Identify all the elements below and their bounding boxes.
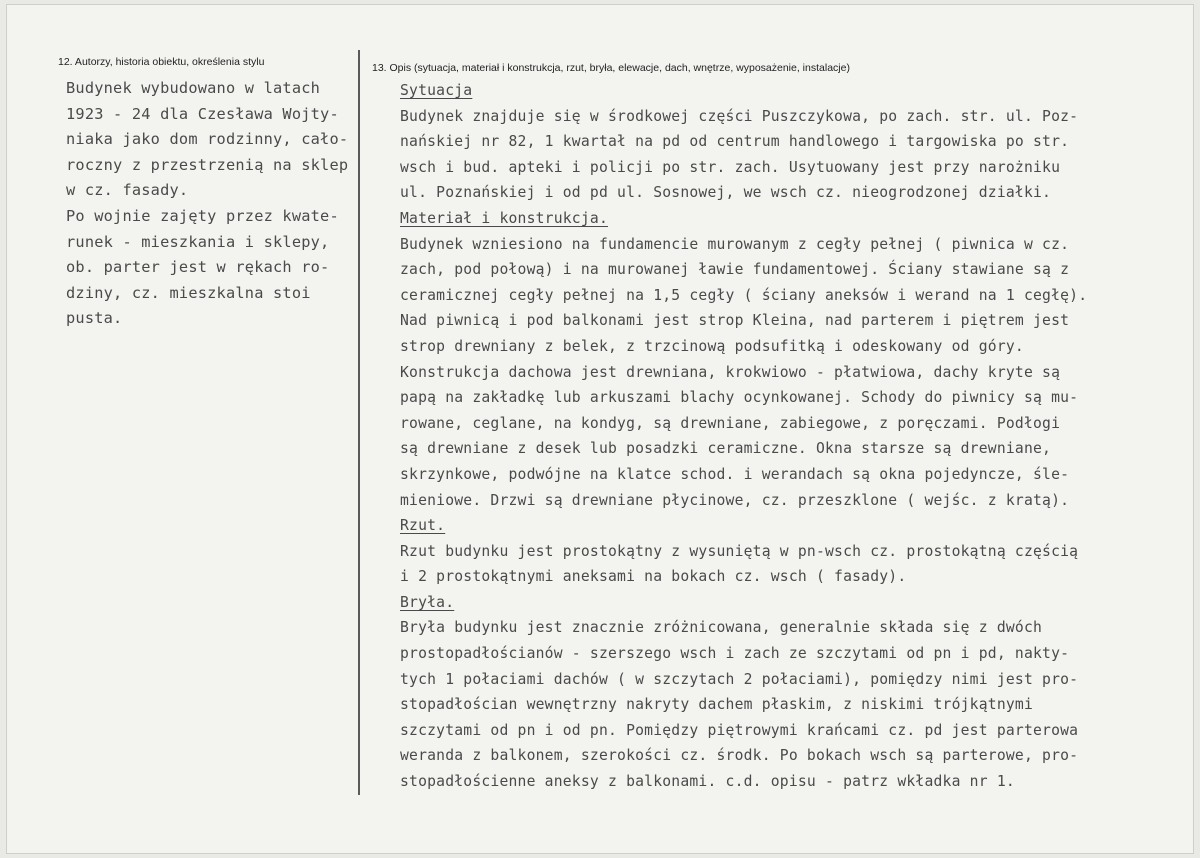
text-line: stopadłościenne aneksy z balkonami. c.d. opisu - patrz wkładka nr 1.: [400, 773, 1015, 791]
text-line: Budynek wzniesiono na fundamencie murowanym z cegły pełnej ( piwnica w cz.: [400, 235, 1070, 253]
description-text: [400, 78, 1087, 795]
text-line: tych 1 połaciami dachów ( w szczytach 2 połaciami), pomiędzy nimi jest pro-: [400, 670, 1079, 688]
text-line: Po wojnie zajęty przez kwate-: [66, 206, 339, 225]
text-line: dziny, cz. mieszkalna stoi: [66, 283, 311, 302]
text-line: nańskiej nr 82, 1 kwartał na pd od centrum handlowego i targowiska po str.: [400, 133, 1070, 151]
text-line: papą na zakładkę lub arkuszami blachy ocynkowanej. Schody do piwnicy są mu-: [400, 389, 1079, 407]
text-line: Budynek wybudowano w latach: [66, 79, 321, 97]
text-line: w cz. fasady.: [66, 181, 189, 200]
section-12-header: 12. Autorzy, historia obiektu, określenia stylu: [58, 56, 265, 68]
section-heading: [400, 78, 1087, 104]
text-line: Rzut budynku jest prostokątny z wysuniętą w pn-wsch cz. prostokątną częścią: [400, 542, 1079, 560]
section-heading-text: Bryła.: [400, 593, 455, 611]
text-line: roczny z przestrzenią na sklep: [66, 155, 349, 174]
section-heading-text: Rzut.: [400, 517, 446, 535]
text-line: ob. parter jest w rękach ro-: [66, 258, 330, 277]
text-line: pusta.: [66, 309, 123, 328]
text-line: weranda z balkonem, szerokości cz. środk. Po bokach wsch są parterowe, pro-: [400, 747, 1079, 765]
text-line: rowane, ceglane, na kondyg, są drewniane, zabiegowe, z poręczami. Podłogi: [400, 414, 1061, 432]
text-line: stopadłościan wewnętrzny nakryty dachem płaskim, z niskimi trójkątnymi: [400, 696, 1033, 714]
text-line: zach, pod połową) i na murowanej ławie fundamentowej. Ściany stawiane są z: [400, 261, 1070, 279]
section-heading: [400, 590, 1087, 616]
section-13-header: 13. Opis (sytuacja, materiał i konstrukcja, rzut, bryła, elewacje, dach, wnętrze, wyposażenie, instalacje): [372, 62, 850, 74]
text-line: runek - mieszkania i sklepy,: [66, 232, 330, 251]
text-line: niaka jako dom rodzinny, cało-: [66, 130, 349, 149]
section-heading: [400, 206, 1087, 232]
text-line: strop drewniany z belek, z trzcinową podsufitką i odeskowany od góry.: [400, 337, 1024, 355]
text-line: mieniowe. Drzwi są drewniane płycinowe, cz. przeszklone ( wejśc. z kratą).: [400, 491, 1070, 509]
section-heading-text: Materiał i konstrukcja.: [400, 209, 608, 227]
section-heading: [400, 513, 1087, 539]
column-divider: [358, 50, 360, 795]
text-line: Konstrukcja dachowa jest drewniana, krokwiowo - płatwiowa, dachy kryte są: [400, 363, 1061, 381]
text-line: ul. Poznańskiej i od pd ul. Sosnowej, we wsch cz. nieogrodzonej działki.: [400, 184, 1052, 202]
text-line: Budynek znajduje się w środkowej części Puszczykowa, po zach. str. ul. Poz-: [400, 107, 1079, 125]
text-line: 1923 - 24 dla Czesława Wojty-: [66, 104, 339, 123]
text-line: ceramicznej cegły pełnej na 1,5 cegły ( ściany aneksów i werand na 1 cegłę).: [400, 286, 1088, 304]
text-line: Nad piwnicą i pod balkonami jest strop Kleina, nad parterem i piętrem jest: [400, 312, 1070, 330]
text-line: i 2 prostokątnymi aneksami na bokach cz. wsch ( fasady).: [400, 568, 907, 586]
text-line: szczytami od pn i od pn. Pomiędzy piętrowymi krańcami cz. pd jest parterowa: [400, 721, 1079, 739]
section-heading-text: Sytuacja: [400, 82, 473, 99]
text-line: Bryła budynku jest znacznie zróżnicowana, generalnie składa się z dwóch: [400, 619, 1043, 637]
text-line: skrzynkowe, podwójne na klatce schod. i werandach są okna pojedyncze, śle-: [400, 465, 1070, 483]
authors-history-text: [66, 76, 348, 332]
text-line: są drewniane z desek lub posadzki ceramiczne. Okna starsze są drewniane,: [400, 440, 1052, 458]
text-line: wsch i bud. apteki i policji po str. zach. Usytuowany jest przy narożniku: [400, 158, 1061, 176]
text-line: prostopadłościanów - szerszego wsch i zach ze szczytami od pn i pd, nakty-: [400, 645, 1070, 663]
